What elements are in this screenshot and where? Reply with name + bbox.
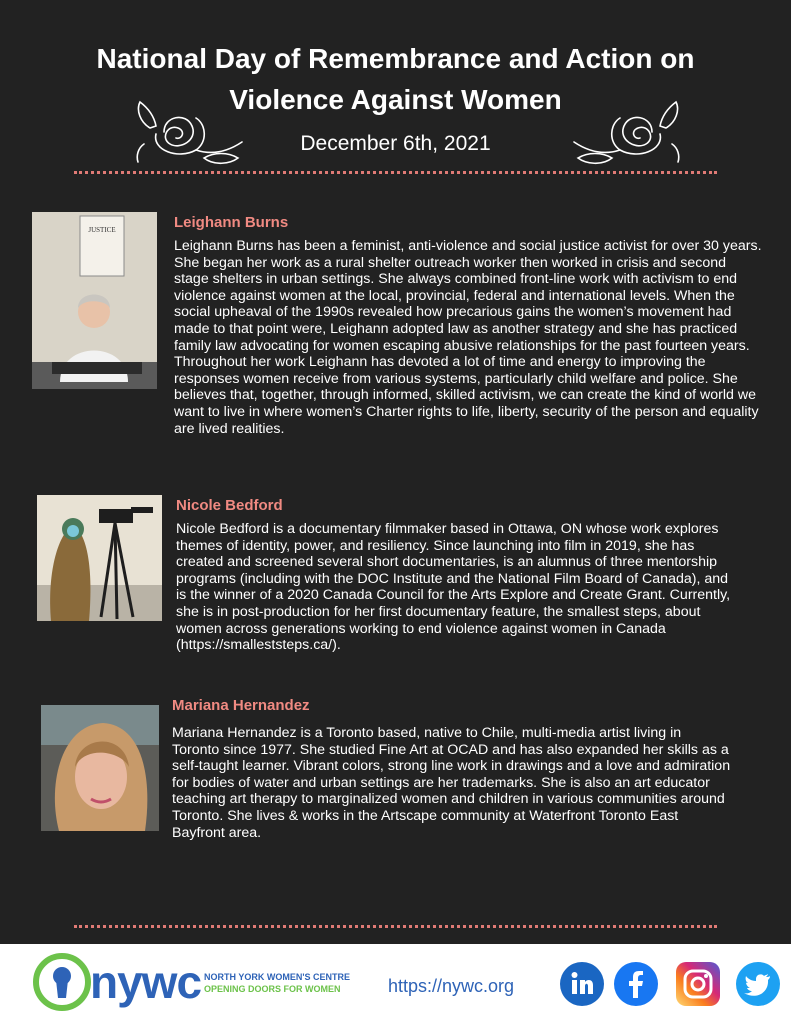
- nywc-logo-text: nywc: [90, 956, 202, 1008]
- photo-leighann-burns: [32, 212, 157, 389]
- profile-bio-leighann-burns: Leighann Burns has been a feminist, anti-violence and social justice activist for over 30 years. She began her work as a rural shelter outreach worker then worked in crisis and second stage shelters in urban settings. She always combined front-line work with activism to end violence against women at the local, provincial, federal and international levels. When the social upheaval of the 1990s revealed how precarious gains the women’s movement had made to that point were, Leighann adopted law as another strategy and she has practiced family law advocating for women escaping abusive relationships for the past fourteen years. Throughout her work Leighann has devoted a lot of time and energy to improving the responses women receive from various systems, particularly child welfare and police. She believes that, together, through informed, skilled activism, we can create the kind of world we want to live in where women’s Charter rights to life, liberty, security of the person and equality are lived realities.: [174, 238, 762, 437]
- facebook-icon[interactable]: [614, 962, 658, 1006]
- dotted-divider-bottom: [74, 925, 717, 928]
- profile-name-nicole-bedford: Nicole Bedford: [176, 497, 283, 514]
- org-tagline: OPENING DOORS FOR WOMEN: [204, 984, 341, 994]
- profile-name-leighann-burns: Leighann Burns: [174, 214, 289, 231]
- linkedin-icon[interactable]: [560, 962, 604, 1006]
- event-date: December 6th, 2021: [300, 132, 491, 155]
- page-title: National Day of Remembrance and Action on Violence Against Women: [96, 43, 695, 115]
- profile-name-mariana-hernandez: Mariana Hernandez: [172, 697, 310, 714]
- photo-mariana-hernandez: [41, 705, 159, 831]
- keyhole-logo-icon: [32, 952, 92, 1012]
- twitter-icon[interactable]: [736, 962, 780, 1006]
- photo-nicole-bedford: [37, 495, 162, 621]
- profile-bio-nicole-bedford: Nicole Bedford is a documentary filmmaker based in Ottawa, ON whose work explores themes of identity, power, and resiliency. Since launching into film in 2019, she has created and screened several short documentaries, is an alumnus of three mentorship programs (including with the DOC Institute and the National Film Board of Canada), and is the winner of a 2020 Canada Council for the Arts Explore and Create Grant. Currently, she is in post-production for her first documentary feature, the smallest steps, about women across generations working to end violence against women in Canada (https://smalleststeps.ca/).: [176, 521, 731, 654]
- dotted-divider-top: [74, 171, 717, 174]
- org-name: NORTH YORK WOMEN'S CENTRE: [204, 972, 350, 982]
- svg-text:JUSTICE: JUSTICE: [88, 226, 116, 234]
- website-link[interactable]: https://nywc.org: [388, 976, 515, 996]
- instagram-icon[interactable]: [676, 962, 720, 1006]
- profile-bio-mariana-hernandez: Mariana Hernandez is a Toronto based, native to Chile, multi-media artist living in Toronto since 1977. She studied Fine Art at OCAD and has also expanded her skills as a self-taught learner. Vibrant colors, strong line work in drawings and a love and admiration for bodies of water and urban settings are her trademarks. She is also an art educator teaching art therapy to marginalized women and children in various communities around Toronto. She lives & works in the Artscape community at Waterfront Toronto East Bayfront area.: [172, 725, 731, 841]
